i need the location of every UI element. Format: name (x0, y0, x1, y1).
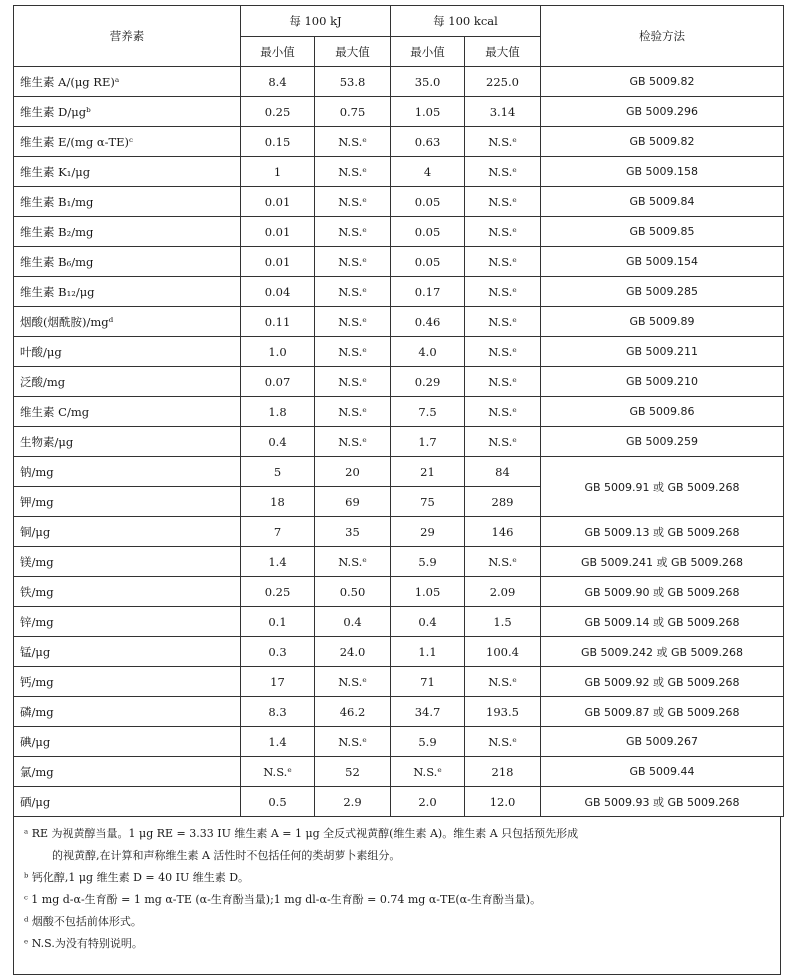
kcal-max-cell: 146 (465, 517, 541, 547)
nutrient-name-cell: 钙/mg (14, 667, 241, 697)
table-row (14, 247, 784, 277)
kj-max-cell: N.S.ᵉ (315, 727, 391, 757)
kj-min-cell: 0.01 (241, 217, 315, 247)
kj-max-cell: N.S.ᵉ (315, 367, 391, 397)
nutrient-name-cell: 钠/mg (14, 457, 241, 487)
nutrient-name-cell: 铁/mg (14, 577, 241, 607)
kcal-max-cell: N.S.ᵉ (465, 217, 541, 247)
table-row (14, 607, 784, 637)
table-row (14, 517, 784, 547)
kj-max-cell: 0.50 (315, 577, 391, 607)
kcal-min-cell: 4 (391, 157, 465, 187)
kcal-min-cell: 5.9 (391, 727, 465, 757)
kcal-min-cell: 1.7 (391, 427, 465, 457)
table-row (14, 307, 784, 337)
table-row (14, 667, 784, 697)
table-row (14, 187, 784, 217)
nutrient-name-cell: 维生素 E/(mg α-TE)ᶜ (14, 127, 241, 157)
kcal-min-cell: 0.63 (391, 127, 465, 157)
kj-max-cell: N.S.ᵉ (315, 187, 391, 217)
nutrient-name-cell: 叶酸/μg (14, 337, 241, 367)
header-kcal-min: 最小值 (391, 37, 465, 67)
test-method-cell: GB 5009.242 或 GB 5009.268 (541, 637, 784, 667)
table-row (14, 217, 784, 247)
test-method-cell: GB 5009.84 (541, 187, 784, 217)
table-row (14, 277, 784, 307)
nutrient-name-cell: 维生素 A/(μg RE)ᵃ (14, 67, 241, 97)
kcal-min-cell: 0.4 (391, 607, 465, 637)
kj-min-cell: 0.11 (241, 307, 315, 337)
test-method-cell: GB 5009.241 或 GB 5009.268 (541, 547, 784, 577)
table-header (14, 6, 784, 67)
kj-max-cell: N.S.ᵉ (315, 667, 391, 697)
kcal-max-cell: N.S.ᵉ (465, 397, 541, 427)
kj-min-cell: 1.0 (241, 337, 315, 367)
kj-min-cell: N.S.ᵉ (241, 757, 315, 787)
nutrient-name-cell: 镁/mg (14, 547, 241, 577)
footnote-line: ᵈ 烟酸不包括前体形式。 (24, 915, 142, 928)
test-method-cell: GB 5009.82 (541, 127, 784, 157)
nutrient-name-cell: 氯/mg (14, 757, 241, 787)
test-method-cell: GB 5009.154 (541, 247, 784, 277)
kcal-min-cell: 2.0 (391, 787, 465, 817)
kcal-max-cell: 1.5 (465, 607, 541, 637)
kcal-max-cell: 100.4 (465, 637, 541, 667)
header-kj-min: 最小值 (241, 37, 315, 67)
kcal-max-cell: N.S.ᵉ (465, 277, 541, 307)
kj-max-cell: N.S.ᵉ (315, 247, 391, 277)
test-method-cell: GB 5009.285 (541, 277, 784, 307)
kcal-max-cell: 12.0 (465, 787, 541, 817)
kj-max-cell: 0.4 (315, 607, 391, 637)
kcal-max-cell: N.S.ᵉ (465, 667, 541, 697)
header-nutrient: 营养素 (14, 6, 241, 67)
test-method-cell: GB 5009.89 (541, 307, 784, 337)
kcal-min-cell: 1.05 (391, 97, 465, 127)
kcal-min-cell: 0.05 (391, 187, 465, 217)
kj-min-cell: 0.01 (241, 247, 315, 277)
nutrient-name-cell: 硒/μg (14, 787, 241, 817)
kj-min-cell: 17 (241, 667, 315, 697)
kj-max-cell: 69 (315, 487, 391, 517)
kj-min-cell: 0.15 (241, 127, 315, 157)
test-method-cell: GB 5009.85 (541, 217, 784, 247)
kcal-min-cell: 7.5 (391, 397, 465, 427)
test-method-cell: GB 5009.211 (541, 337, 784, 367)
kj-max-cell: 53.8 (315, 67, 391, 97)
kcal-max-cell: 193.5 (465, 697, 541, 727)
table-body (14, 67, 784, 817)
test-method-cell: GB 5009.13 或 GB 5009.268 (541, 517, 784, 547)
kcal-max-cell: N.S.ᵉ (465, 727, 541, 757)
nutrient-name-cell: 磷/mg (14, 697, 241, 727)
header-per-100kj: 每 100 kJ (241, 6, 391, 37)
kcal-max-cell: N.S.ᵉ (465, 337, 541, 367)
kj-max-cell: N.S.ᵉ (315, 277, 391, 307)
kj-max-cell: N.S.ᵉ (315, 127, 391, 157)
kj-min-cell: 1.8 (241, 397, 315, 427)
kj-max-cell: 46.2 (315, 697, 391, 727)
kcal-max-cell: N.S.ᵉ (465, 187, 541, 217)
test-method-cell: GB 5009.14 或 GB 5009.268 (541, 607, 784, 637)
table-row (14, 787, 784, 817)
table-row (14, 127, 784, 157)
kcal-max-cell: N.S.ᵉ (465, 427, 541, 457)
kcal-min-cell: 0.17 (391, 277, 465, 307)
kcal-max-cell: 3.14 (465, 97, 541, 127)
kcal-min-cell: 75 (391, 487, 465, 517)
footnotes (13, 817, 781, 975)
nutrient-name-cell: 维生素 B₆/mg (14, 247, 241, 277)
kj-min-cell: 0.4 (241, 427, 315, 457)
table-row (14, 97, 784, 127)
nutrient-name-cell: 维生素 K₁/μg (14, 157, 241, 187)
test-method-cell: GB 5009.90 或 GB 5009.268 (541, 577, 784, 607)
kcal-max-cell: 289 (465, 487, 541, 517)
kj-min-cell: 0.04 (241, 277, 315, 307)
table-row (14, 727, 784, 757)
test-method-cell: GB 5009.86 (541, 397, 784, 427)
test-method-cell: GB 5009.158 (541, 157, 784, 187)
nutrient-table (13, 5, 784, 817)
kcal-min-cell: 0.46 (391, 307, 465, 337)
nutrient-table-container (13, 5, 783, 975)
table-row (14, 337, 784, 367)
kj-min-cell: 0.01 (241, 187, 315, 217)
kcal-max-cell: N.S.ᵉ (465, 247, 541, 277)
footnote-line: 的视黄醇,在计算和声称维生素 A 活性时不包括任何的类胡萝卜素组分。 (52, 849, 401, 862)
kj-max-cell: N.S.ᵉ (315, 397, 391, 427)
kj-min-cell: 5 (241, 457, 315, 487)
nutrient-name-cell: 生物素/μg (14, 427, 241, 457)
kcal-min-cell: N.S.ᵉ (391, 757, 465, 787)
kj-max-cell: 20 (315, 457, 391, 487)
kj-min-cell: 7 (241, 517, 315, 547)
nutrient-name-cell: 钾/mg (14, 487, 241, 517)
table-row (14, 457, 784, 487)
footnote-line: ᵉ N.S.为没有特别说明。 (24, 937, 143, 950)
nutrient-name-cell: 锌/mg (14, 607, 241, 637)
kj-min-cell: 0.3 (241, 637, 315, 667)
nutrient-name-cell: 维生素 C/mg (14, 397, 241, 427)
nutrient-name-cell: 铜/μg (14, 517, 241, 547)
kcal-max-cell: N.S.ᵉ (465, 547, 541, 577)
kj-max-cell: N.S.ᵉ (315, 337, 391, 367)
test-method-cell: GB 5009.267 (541, 727, 784, 757)
kcal-min-cell: 4.0 (391, 337, 465, 367)
nutrient-name-cell: 碘/μg (14, 727, 241, 757)
table-row (14, 637, 784, 667)
kj-min-cell: 0.25 (241, 97, 315, 127)
kcal-max-cell: 84 (465, 457, 541, 487)
table-row (14, 577, 784, 607)
test-method-cell: GB 5009.87 或 GB 5009.268 (541, 697, 784, 727)
kcal-min-cell: 34.7 (391, 697, 465, 727)
header-test-method: 检验方法 (541, 6, 784, 67)
nutrient-name-cell: 烟酸(烟酰胺)/mgᵈ (14, 307, 241, 337)
kcal-max-cell: N.S.ᵉ (465, 157, 541, 187)
test-method-cell: GB 5009.92 或 GB 5009.268 (541, 667, 784, 697)
nutrient-name-cell: 维生素 B₁₂/μg (14, 277, 241, 307)
kj-max-cell: 0.75 (315, 97, 391, 127)
test-method-cell: GB 5009.93 或 GB 5009.268 (541, 787, 784, 817)
kj-max-cell: 2.9 (315, 787, 391, 817)
test-method-cell: GB 5009.44 (541, 757, 784, 787)
footnote-line: ᵃ RE 为视黄醇当量。1 μg RE = 3.33 IU 维生素 A = 1 μg 全反式视黄醇(维生素 A)。维生素 A 只包括预先形成 (24, 827, 579, 840)
table-row (14, 547, 784, 577)
table-row (14, 157, 784, 187)
kj-min-cell: 0.25 (241, 577, 315, 607)
kcal-min-cell: 71 (391, 667, 465, 697)
kcal-min-cell: 1.05 (391, 577, 465, 607)
kj-min-cell: 1 (241, 157, 315, 187)
kj-max-cell: N.S.ᵉ (315, 547, 391, 577)
test-method-cell: GB 5009.82 (541, 67, 784, 97)
kj-max-cell: N.S.ᵉ (315, 217, 391, 247)
kj-max-cell: N.S.ᵉ (315, 157, 391, 187)
kj-min-cell: 8.3 (241, 697, 315, 727)
kcal-min-cell: 0.05 (391, 247, 465, 277)
kcal-min-cell: 5.9 (391, 547, 465, 577)
table-row (14, 397, 784, 427)
table-row (14, 367, 784, 397)
nutrient-name-cell: 维生素 B₂/mg (14, 217, 241, 247)
kcal-min-cell: 35.0 (391, 67, 465, 97)
test-method-cell: GB 5009.259 (541, 427, 784, 457)
kj-max-cell: N.S.ᵉ (315, 307, 391, 337)
nutrient-name-cell: 泛酸/mg (14, 367, 241, 397)
nutrient-name-cell: 维生素 B₁/mg (14, 187, 241, 217)
test-method-cell: GB 5009.210 (541, 367, 784, 397)
kcal-max-cell: N.S.ᵉ (465, 307, 541, 337)
table-row (14, 757, 784, 787)
footnote-line: ᵇ 钙化醇,1 μg 维生素 D = 40 IU 维生素 D。 (24, 871, 250, 884)
kj-min-cell: 8.4 (241, 67, 315, 97)
header-per-100kcal: 每 100 kcal (391, 6, 541, 37)
kj-min-cell: 1.4 (241, 727, 315, 757)
kcal-max-cell: 225.0 (465, 67, 541, 97)
kj-max-cell: 24.0 (315, 637, 391, 667)
table-row (14, 427, 784, 457)
kcal-min-cell: 0.05 (391, 217, 465, 247)
kcal-min-cell: 29 (391, 517, 465, 547)
kj-max-cell: 35 (315, 517, 391, 547)
kj-max-cell: 52 (315, 757, 391, 787)
kj-min-cell: 0.07 (241, 367, 315, 397)
kcal-max-cell: 218 (465, 757, 541, 787)
kj-min-cell: 18 (241, 487, 315, 517)
kj-min-cell: 0.1 (241, 607, 315, 637)
header-kcal-max: 最大值 (465, 37, 541, 67)
kj-max-cell: N.S.ᵉ (315, 427, 391, 457)
kcal-max-cell: 2.09 (465, 577, 541, 607)
kj-min-cell: 0.5 (241, 787, 315, 817)
kj-min-cell: 1.4 (241, 547, 315, 577)
header-kj-max: 最大值 (315, 37, 391, 67)
test-method-cell: GB 5009.296 (541, 97, 784, 127)
nutrient-name-cell: 锰/μg (14, 637, 241, 667)
nutrient-name-cell: 维生素 D/μgᵇ (14, 97, 241, 127)
test-method-cell: GB 5009.91 或 GB 5009.268 (541, 457, 784, 517)
kcal-min-cell: 21 (391, 457, 465, 487)
footnote-line: ᶜ 1 mg d-α-生育酚 = 1 mg α-TE (α-生育酚当量);1 mg dl-α-生育酚 = 0.74 mg α-TE(α-生育酚当量)。 (24, 893, 542, 906)
kcal-max-cell: N.S.ᵉ (465, 127, 541, 157)
kcal-min-cell: 1.1 (391, 637, 465, 667)
table-row (14, 67, 784, 97)
table-row (14, 697, 784, 727)
kcal-min-cell: 0.29 (391, 367, 465, 397)
kcal-max-cell: N.S.ᵉ (465, 367, 541, 397)
